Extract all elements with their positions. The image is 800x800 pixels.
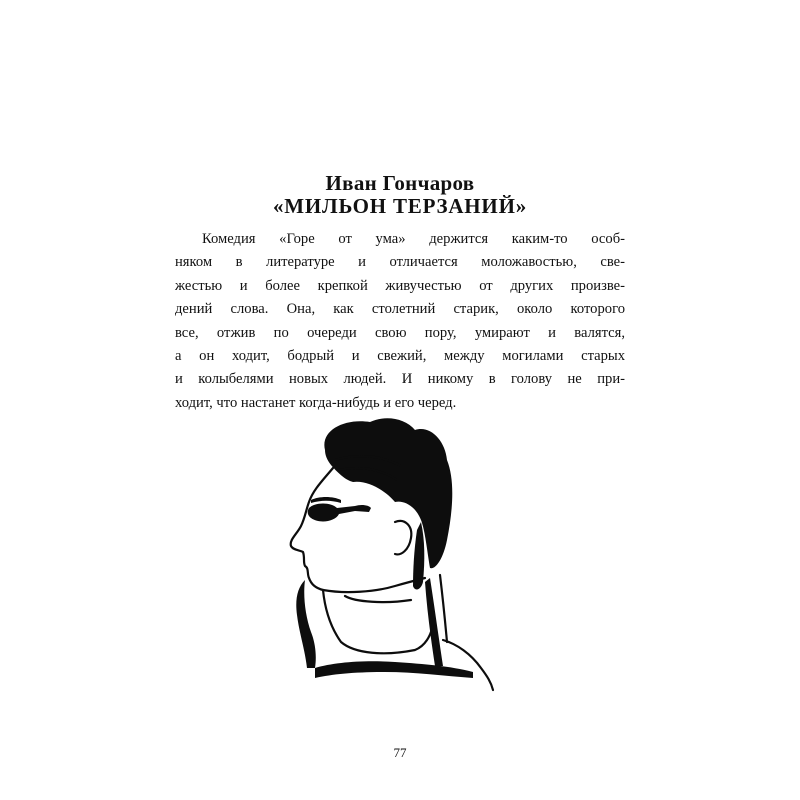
- shoulder-outline: [443, 640, 493, 690]
- paragraph-line: Комедия «Горе от ума» держится каким-то особ-: [202, 231, 625, 247]
- collar-inner-outline: [345, 596, 411, 602]
- brow-shape: [311, 497, 341, 503]
- work-title: «МИЛЬОН ТЕРЗАНИЙ»: [272, 194, 528, 218]
- collar-outline: [323, 590, 433, 653]
- page-number: 77: [393, 745, 407, 760]
- hair-shape: [324, 418, 452, 568]
- paragraph-line: няком в литературе и отличается моложавостью, све-: [175, 254, 625, 271]
- coat-collar-shape: [425, 578, 443, 666]
- paragraph-line: и колыбелями новых людей. И никому в голову не при-: [175, 371, 625, 388]
- paragraph-line: ходит, что настанет когда-нибудь и его черед.: [175, 394, 457, 411]
- paragraph-line: жестью и более крепкой живучестью от других произве-: [175, 277, 625, 294]
- coat-shape: [315, 661, 473, 678]
- chin-shadow-shape: [296, 580, 316, 668]
- profile-outline: [291, 468, 333, 590]
- paragraph-line: а он ходит, бодрый и свежий, между могилами старых: [175, 347, 625, 364]
- paragraph-line: дений слова. Она, как столетний старик, около которого: [175, 301, 625, 318]
- ear-outline: [395, 521, 411, 554]
- glasses-shape: [308, 504, 371, 522]
- author-title: Иван Гончаров: [325, 171, 475, 195]
- jaw-outline: [323, 578, 425, 592]
- body-paragraph: [175, 228, 625, 415]
- back-outline: [440, 575, 447, 642]
- paragraph-line: все, отжив по очереди свою пору, умирают и валятся,: [175, 324, 625, 341]
- portrait-sketch: [275, 410, 505, 695]
